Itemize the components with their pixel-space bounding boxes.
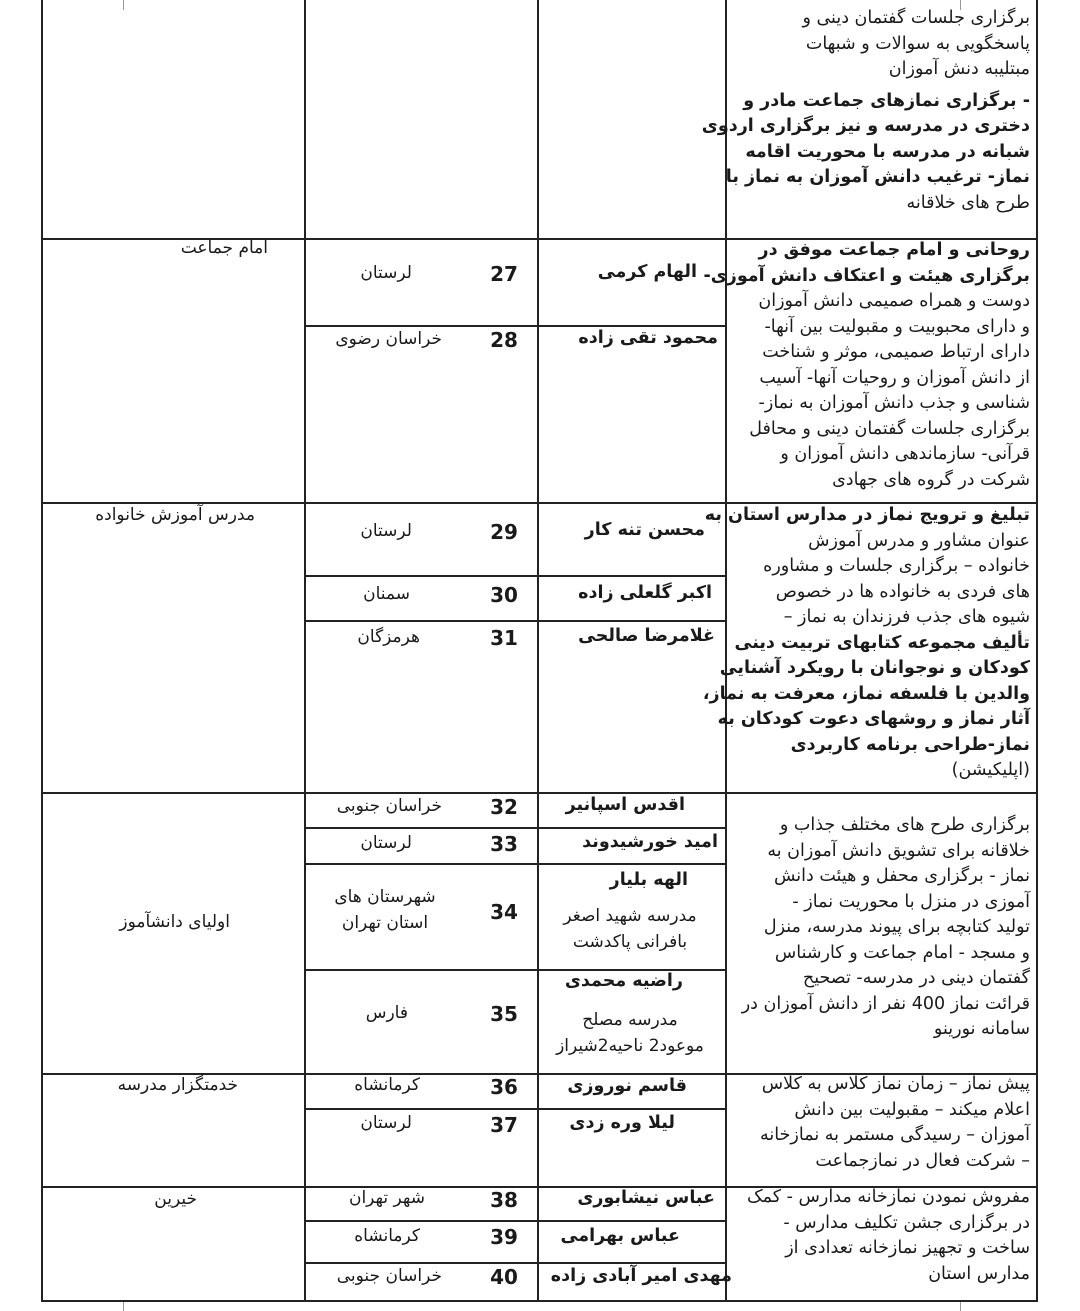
desc-line: در برگزاری جشن تکلیف مدارس - [783,1212,1030,1233]
table-row-name: لیلا وره زدی [569,1113,675,1133]
grid-line [304,863,727,865]
grid-line [304,827,727,829]
desc-line: - برگزاری نمازهای جماعت مادر و [743,90,1030,111]
desc-line: شناسی و جذب دانش آموزان به نماز- [758,393,1030,413]
table-row-number: 35 [490,1002,518,1026]
category-label: مدرس آموزش خانواده [95,505,255,525]
desc-line: خانواده – برگزاری جلسات و مشاوره [763,556,1030,576]
desc-line: تبلیغ و ترویج نماز در مدارس استان به [704,505,1030,525]
table-row-number: 33 [490,832,518,856]
description-imam [703,238,1030,493]
desc-line: دختری در مدرسه و نیز برگزاری اردوی [701,116,1030,136]
table-row-number: 38 [490,1188,518,1212]
table-row-name: الهام کرمی [597,262,697,282]
description-servant [730,1072,1030,1174]
desc-line: اعلام میکند – مقبولیت بین دانش [794,1099,1030,1120]
school-name: مدرسه شهید اصغر [563,906,697,926]
table-row-name: محمود تقی زاده [578,328,718,348]
category-label: امام جماعت [180,238,268,258]
table-row-number: 27 [490,262,518,286]
description-top [701,6,1030,216]
table-row-province: شهرستان های [334,887,436,907]
table-row-province: لرستان [360,833,412,853]
table-row-name: مهدی امیر آبادی زاده [550,1266,732,1286]
desc-line: عنوان مشاور و مدرس آموزش [808,530,1030,551]
table-row-province: خراسان رضوی [335,329,442,349]
grid-line [304,1220,727,1222]
table-row-name: محسن تنه کار [584,520,705,540]
table-row-province: لرستان [360,1113,412,1133]
description-parents [730,813,1030,1043]
grid-line [304,325,727,327]
table-row-province: سمنان [363,584,410,604]
desc-line: مبتلیبه دنش آموزان [888,59,1030,79]
desc-line: خلاقانه برای تشویق دانش آموزان به [767,840,1030,861]
desc-line: پیش نماز – زمان نماز کلاس به کلاس [761,1074,1030,1094]
table-row-number: 30 [490,583,518,607]
school-name: مدرسه مصلح [582,1010,678,1030]
desc-line: نماز- ترغیب دانش آموزان به نماز با [725,167,1030,187]
desc-line: برگزاری طرح های مختلف جذاب و [779,815,1030,835]
table-row-province: شهر تهران [348,1188,425,1208]
table-row-province: خراسان جنوبی [336,796,442,816]
desc-line: تولید کتابچه برای پیوند مدرسه، منزل [763,917,1030,937]
table-row-name: اکبر گلعلی زاده [578,583,712,603]
table-row-number: 34 [490,900,518,924]
table-row-province: لرستان [360,263,412,283]
table-row-province: استان تهران [341,913,429,933]
category-label: خدمتگزار مدرسه [117,1075,238,1095]
table-row-name: امید خورشیدوند [582,832,718,852]
scan-mark [960,1302,961,1311]
desc-line: ساخت و تجهیز نمازخانه تعدادی از [785,1238,1030,1258]
grid-line [304,620,727,622]
desc-line: آموزان – رسیدگی مستمر به نمازخانه [760,1125,1030,1145]
grid-line [537,0,539,1302]
desc-line: دارای ارتباط صمیمی، موثر و شناخت [762,342,1030,362]
grid-line [41,1300,1038,1302]
category-label: خیرین [154,1189,197,1209]
desc-line: طرح های خلاقانه [906,192,1030,213]
table-row-province: کرمانشاه [354,1075,420,1095]
grid-line [304,1108,727,1110]
desc-line: شرکت در گروه های جهادی [832,469,1030,490]
scan-mark [123,1302,124,1311]
desc-line: های فردی به خانواده ها در خصوص [775,581,1030,602]
grid-line [304,0,306,1302]
table-row-number: 36 [490,1075,518,1099]
desc-line: نماز-طراحی برنامه کاربردی [790,734,1030,755]
grid-line [304,575,727,577]
table-row-province: کرمانشاه [354,1226,420,1246]
table-row-name: راضیه محمدی [564,971,683,991]
desc-line: شبانه در مدرسه با محوریت اقامه [745,141,1030,162]
table-row-number: 40 [490,1265,518,1289]
desc-line: برگزاری جلسات گفتمان دینی و [802,8,1030,28]
table-row-number: 39 [490,1225,518,1249]
scan-mark [123,0,124,10]
table-row-name: غلامرضا صالحی [578,626,715,646]
table-row-name: الهه بلیار [609,870,688,890]
desc-line: کودکان و نوجوانان با رویکرد آشنایی [719,658,1030,678]
desc-line: آثار نماز و روشهای دعوت کودکان به [717,709,1030,729]
table-row-number: 31 [490,626,518,650]
category-label: اولیای دانشآموز [119,912,230,932]
desc-line: پاسخگویی به سوالات و شبهات [805,33,1030,54]
grid-line [41,792,1038,794]
table-row-number: 28 [490,328,518,352]
table-row-number: 32 [490,795,518,819]
desc-line: برگزاری هیئت و اعتکاف دانش آموزی- [703,265,1030,286]
desc-line: آموزی در منزل با محوریت نماز - [792,891,1030,912]
table-row-province: فارس [365,1003,408,1023]
table-row-number: 29 [490,520,518,544]
grid-line [1036,0,1038,1302]
desc-line: – شرکت فعال در نمازجماعت [815,1150,1030,1171]
table-row-province: خراسان جنوبی [336,1266,442,1286]
desc-line: مفروش نمودن نمازخانه مدارس - کمک [746,1187,1030,1207]
grid-line [304,1262,727,1264]
desc-line: والدین با فلسفه نماز، معرفت به نماز، [702,683,1030,704]
desc-line: قرآنی- سازماندهی دانش آموزان و [780,444,1030,464]
desc-line: برگزاری جلسات گفتمان دینی و محافل [749,418,1030,439]
table-row-province: هرمزگان [357,627,420,647]
desc-line: قرائت نماز 400 نفر از دانش آموزان در [741,993,1030,1014]
desc-line: و دارای محبوبیت و مقبولیت بین آنها- [764,316,1030,337]
desc-line: و مسجد - امام جماعت و کارشناس [774,942,1030,963]
desc-line: دوست و همراه صمیمی دانش آموزان [758,291,1030,311]
school-name: بافرانی پاکدشت [572,932,688,952]
table-row-name: قاسم نوروزی [567,1076,687,1096]
grid-line [41,0,43,1302]
grid-line [725,0,727,1302]
desc-line: تألیف مجموعه کتابهای تربیت دینی [734,632,1030,653]
table-row-name: اقدس اسپانیر [565,795,685,815]
table-row-province: لرستان [360,521,412,541]
desc-line: سامانه نورینو [933,1019,1030,1039]
school-name: موعود2 ناحیه2شیراز [556,1036,704,1056]
desc-line: نماز - برگزاری محفل و هیئت دانش [773,866,1030,886]
desc-line: روحانی و امام جماعت موفق در [758,240,1030,260]
table-row-name: عباس نیشابوری [577,1188,715,1208]
desc-line: (اپلیکیشن) [951,760,1030,780]
desc-line: گفتمان دینی در مدرسه- تصحیح [802,968,1030,988]
desc-line: شیوه های جذب فرزندان به نماز – [783,607,1030,627]
description-family [702,503,1030,784]
desc-line: از دانش آموزان و روحیات آنها- آسیب [759,367,1030,388]
desc-line: مدارس استان [928,1263,1030,1284]
table-row-name: عباس بهرامی [560,1226,680,1246]
description-donors [730,1185,1030,1287]
table-row-number: 37 [490,1113,518,1137]
